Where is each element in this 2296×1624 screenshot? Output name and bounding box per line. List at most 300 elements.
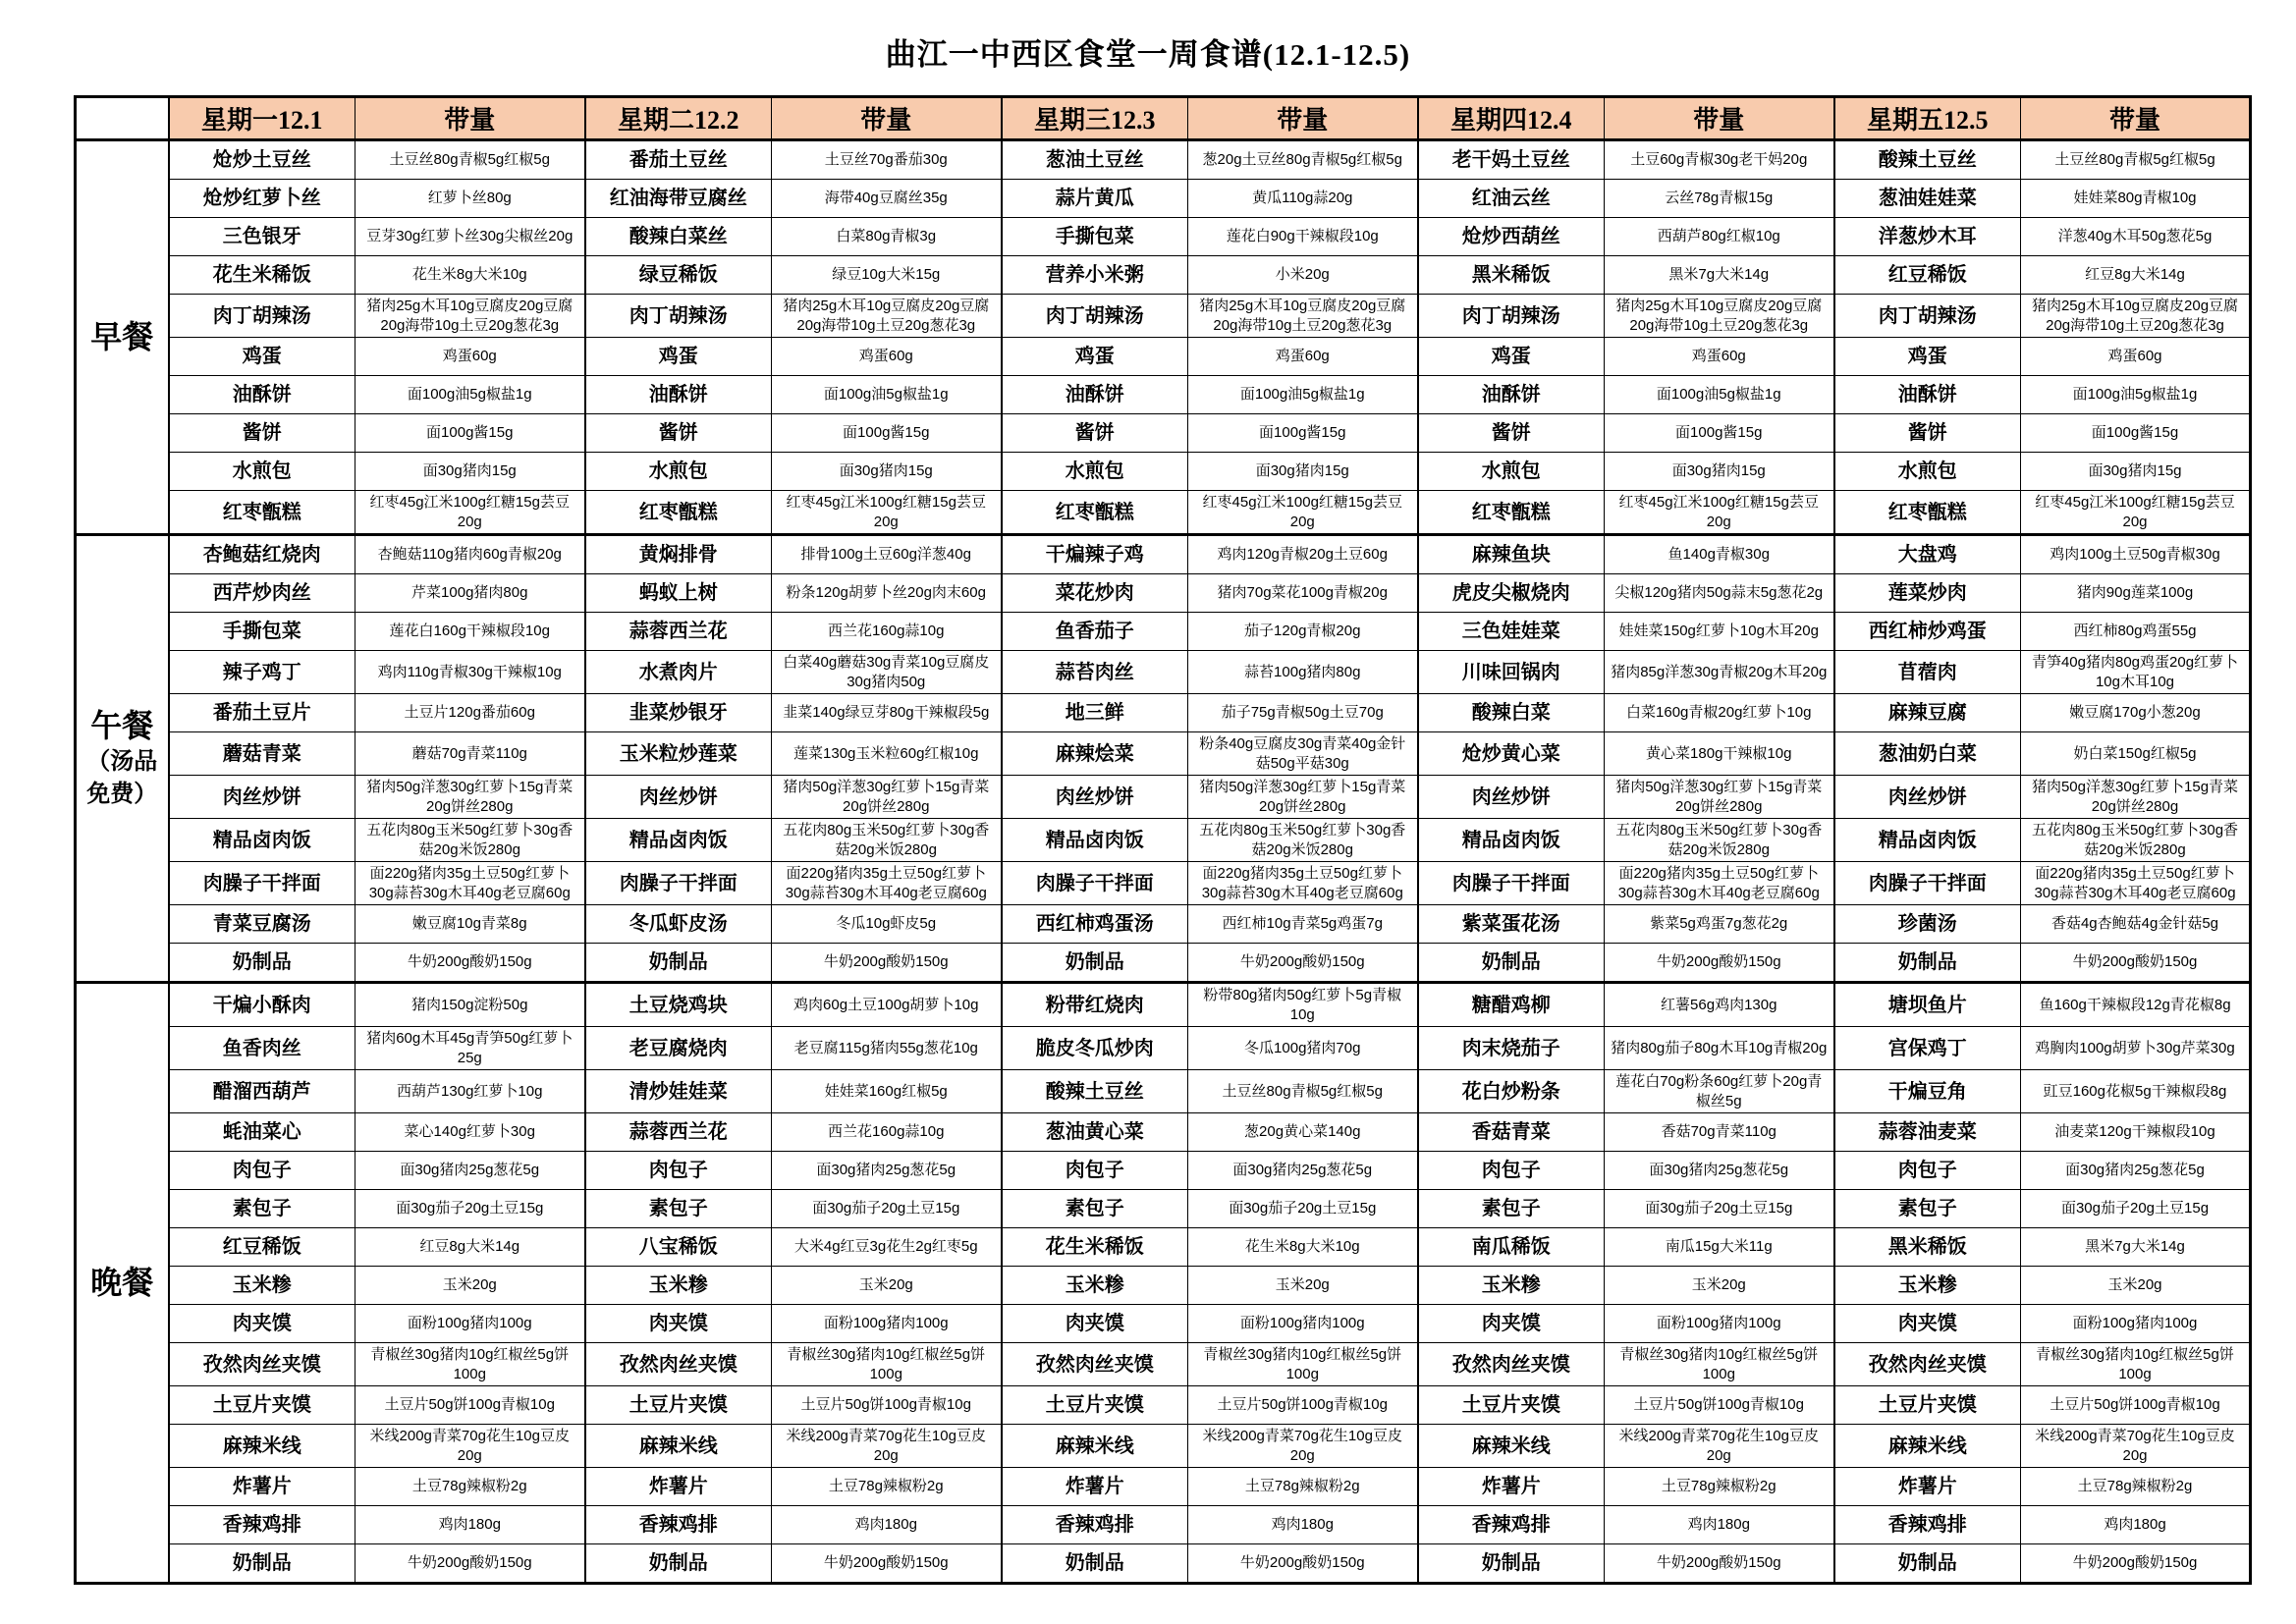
dish-cell: 脆皮冬瓜炒肉 xyxy=(1002,1027,1188,1070)
qty-cell: 面100g油5g椒盐1g xyxy=(2021,376,2251,414)
qty-cell: 鸡肉110g青椒30g干辣椒10g xyxy=(355,651,585,694)
dish-cell: 土豆片夹馍 xyxy=(1002,1386,1188,1425)
dish-cell: 炸薯片 xyxy=(169,1468,355,1506)
qty-cell: 土豆片50g饼100g青椒10g xyxy=(1605,1386,1834,1425)
qty-cell: 西红柿80g鸡蛋55g xyxy=(2021,613,2251,651)
qty-cell: 白菜40g蘑菇30g青菜10g豆腐皮30g猪肉50g xyxy=(772,651,1002,694)
dish-cell: 奶制品 xyxy=(1002,1544,1188,1584)
qty-cell: 南瓜15g大米11g xyxy=(1605,1228,1834,1267)
section-label-note: （汤品 xyxy=(86,748,158,776)
qty-cell: 黑米7g大米14g xyxy=(1605,256,1834,295)
dish-cell: 素包子 xyxy=(1834,1190,2021,1228)
dish-cell: 酸辣白菜丝 xyxy=(585,218,772,256)
menu-row xyxy=(76,535,2251,574)
menu-table-body xyxy=(76,97,2251,1584)
qty-cell: 豆芽30g红萝卜丝30g尖椒丝20g xyxy=(355,218,585,256)
section-label-2: 晚餐 xyxy=(76,983,169,1584)
section-label-0: 早餐 xyxy=(76,140,169,535)
dish-cell: 麻辣米线 xyxy=(1834,1425,2021,1468)
dish-cell: 肉丁胡辣汤 xyxy=(1834,295,2021,338)
qty-cell: 猪肉50g洋葱30g红萝卜15g青菜20g饼丝280g xyxy=(355,776,585,819)
qty-cell: 猪肉90g莲菜100g xyxy=(2021,574,2251,613)
qty-cell: 面30g猪肉15g xyxy=(2021,453,2251,491)
menu-row xyxy=(76,1070,2251,1113)
dish-cell: 玉米糁 xyxy=(1002,1267,1188,1305)
qty-cell: 鸡肉60g土豆100g胡萝卜10g xyxy=(772,983,1002,1027)
dish-cell: 绿豆稀饭 xyxy=(585,256,772,295)
dish-cell: 黑米稀饭 xyxy=(1418,256,1605,295)
qty-cell: 土豆78g辣椒粉2g xyxy=(772,1468,1002,1506)
dish-cell: 川味回锅肉 xyxy=(1418,651,1605,694)
dish-cell: 水煎包 xyxy=(585,453,772,491)
dish-cell: 酱饼 xyxy=(1418,414,1605,453)
dish-cell: 奶制品 xyxy=(585,944,772,983)
qty-cell: 茄子120g青椒20g xyxy=(1188,613,1418,651)
qty-cell: 土豆丝80g青椒5g红椒5g xyxy=(1188,1070,1418,1113)
dish-cell: 精品卤肉饭 xyxy=(1834,819,2021,862)
dish-cell: 肉夹馍 xyxy=(585,1305,772,1343)
dish-cell: 肉夹馍 xyxy=(169,1305,355,1343)
qty-cell: 白菜80g青椒3g xyxy=(772,218,1002,256)
dish-cell: 炝炒土豆丝 xyxy=(169,140,355,180)
dish-cell: 肉丝炒饼 xyxy=(585,776,772,819)
qty-cell: 蒜苔100g猪肉80g xyxy=(1188,651,1418,694)
qty-cell: 鱼160g干辣椒段12g青花椒8g xyxy=(2021,983,2251,1027)
qty-cell: 面粉100g猪肉100g xyxy=(1188,1305,1418,1343)
qty-cell: 红枣45g江米100g红糖15g芸豆20g xyxy=(1188,491,1418,535)
qty-cell: 青椒丝30g猪肉10g红椒丝5g饼100g xyxy=(2021,1343,2251,1386)
qty-cell: 面粉100g猪肉100g xyxy=(355,1305,585,1343)
qty-cell: 五花肉80g玉米50g红萝卜30g香菇20g米饭280g xyxy=(2021,819,2251,862)
qty-header-4: 带量 xyxy=(1605,97,1834,140)
qty-cell: 猪肉25g木耳10g豆腐皮20g豆腐20g海带10g土豆20g葱花3g xyxy=(772,295,1002,338)
dish-cell: 韭菜炒银牙 xyxy=(585,694,772,732)
qty-cell: 面100g油5g椒盐1g xyxy=(1188,376,1418,414)
dish-cell: 西芹炒肉丝 xyxy=(169,574,355,613)
qty-cell: 面30g猪肉25g葱花5g xyxy=(1605,1152,1834,1190)
dish-cell: 肉包子 xyxy=(1834,1152,2021,1190)
dish-cell: 手撕包菜 xyxy=(169,613,355,651)
dish-cell: 花白炒粉条 xyxy=(1418,1070,1605,1113)
qty-cell: 猪肉25g木耳10g豆腐皮20g豆腐20g海带10g土豆20g葱花3g xyxy=(1188,295,1418,338)
dish-cell: 肉包子 xyxy=(1002,1152,1188,1190)
qty-header-2: 带量 xyxy=(772,97,1002,140)
qty-cell: 娃娃菜160g红椒5g xyxy=(772,1070,1002,1113)
menu-row xyxy=(76,819,2251,862)
dish-cell: 鱼香肉丝 xyxy=(169,1027,355,1070)
menu-table xyxy=(74,95,2252,1585)
menu-row xyxy=(76,338,2251,376)
dish-cell: 南瓜稀饭 xyxy=(1418,1228,1605,1267)
qty-cell: 面30g茄子20g土豆15g xyxy=(1188,1190,1418,1228)
menu-row xyxy=(76,574,2251,613)
qty-cell: 猪肉150g淀粉50g xyxy=(355,983,585,1027)
qty-cell: 鸡肉180g xyxy=(2021,1506,2251,1544)
qty-cell: 西兰花160g蒜10g xyxy=(772,1113,1002,1152)
dish-cell: 酸辣白菜 xyxy=(1418,694,1605,732)
dish-cell: 鸡蛋 xyxy=(1002,338,1188,376)
dish-cell: 葱油娃娃菜 xyxy=(1834,180,2021,218)
dish-cell: 水煎包 xyxy=(1418,453,1605,491)
dish-cell: 精品卤肉饭 xyxy=(1418,819,1605,862)
qty-cell: 青椒丝30g猪肉10g红椒丝5g饼100g xyxy=(355,1343,585,1386)
qty-cell: 土豆片50g饼100g青椒10g xyxy=(772,1386,1002,1425)
menu-row xyxy=(76,1152,2251,1190)
qty-cell: 冬瓜10g虾皮5g xyxy=(772,905,1002,944)
dish-cell: 麻辣鱼块 xyxy=(1418,535,1605,574)
dish-cell: 水煮肉片 xyxy=(585,651,772,694)
dish-cell: 蒜蓉西兰花 xyxy=(585,1113,772,1152)
day-header-2: 星期二12.2 xyxy=(585,97,772,140)
qty-cell: 莲花白160g干辣椒段10g xyxy=(355,613,585,651)
menu-row xyxy=(76,905,2251,944)
qty-cell: 红豆8g大米14g xyxy=(355,1228,585,1267)
qty-cell: 面100g酱15g xyxy=(2021,414,2251,453)
day-header-3: 星期三12.3 xyxy=(1002,97,1188,140)
qty-cell: 红薯56g鸡肉130g xyxy=(1605,983,1834,1027)
qty-cell: 青笋40g猪肉80g鸡蛋20g红萝卜10g木耳10g xyxy=(2021,651,2251,694)
dish-cell: 香辣鸡排 xyxy=(1418,1506,1605,1544)
qty-cell: 玉米20g xyxy=(1605,1267,1834,1305)
dish-cell: 紫菜蛋花汤 xyxy=(1418,905,1605,944)
qty-cell: 面100g油5g椒盐1g xyxy=(1605,376,1834,414)
dish-cell: 玉米糁 xyxy=(1418,1267,1605,1305)
dish-cell: 香菇青菜 xyxy=(1418,1113,1605,1152)
dish-cell: 红枣甑糕 xyxy=(1418,491,1605,535)
dish-cell: 炝炒红萝卜丝 xyxy=(169,180,355,218)
dish-cell: 香辣鸡排 xyxy=(585,1506,772,1544)
dish-cell: 玉米糁 xyxy=(1834,1267,2021,1305)
dish-cell: 肉丁胡辣汤 xyxy=(1418,295,1605,338)
qty-cell: 玉米20g xyxy=(2021,1267,2251,1305)
dish-cell: 肉夹馍 xyxy=(1002,1305,1188,1343)
qty-cell: 尖椒120g猪肉50g蒜末5g葱花2g xyxy=(1605,574,1834,613)
qty-cell: 猪肉50g洋葱30g红萝卜15g青菜20g饼丝280g xyxy=(772,776,1002,819)
qty-cell: 鸡肉180g xyxy=(772,1506,1002,1544)
dish-cell: 鸡蛋 xyxy=(585,338,772,376)
qty-cell: 牛奶200g酸奶150g xyxy=(1188,1544,1418,1584)
dish-cell: 酱饼 xyxy=(1834,414,2021,453)
dish-cell: 肉丁胡辣汤 xyxy=(169,295,355,338)
dish-cell: 老豆腐烧肉 xyxy=(585,1027,772,1070)
menu-row xyxy=(76,414,2251,453)
menu-row xyxy=(76,453,2251,491)
qty-cell: 鸡蛋60g xyxy=(1188,338,1418,376)
qty-cell: 西红柿10g青菜5g鸡蛋7g xyxy=(1188,905,1418,944)
dish-cell: 水煎包 xyxy=(1834,453,2021,491)
dish-cell: 炝炒黄心菜 xyxy=(1418,732,1605,776)
qty-cell: 土豆78g辣椒粉2g xyxy=(2021,1468,2251,1506)
qty-cell: 西兰花160g蒜10g xyxy=(772,613,1002,651)
menu-row xyxy=(76,613,2251,651)
qty-cell: 排骨100g土豆60g洋葱40g xyxy=(772,535,1002,574)
qty-cell: 土豆60g青椒30g老干妈20g xyxy=(1605,140,1834,180)
dish-cell: 肉丝炒饼 xyxy=(1834,776,2021,819)
dish-cell: 三色娃娃菜 xyxy=(1418,613,1605,651)
menu-row xyxy=(76,256,2251,295)
qty-cell: 粉条120g胡萝卜丝20g肉末60g xyxy=(772,574,1002,613)
qty-cell: 玉米20g xyxy=(1188,1267,1418,1305)
dish-cell: 肉臊子干拌面 xyxy=(1002,862,1188,905)
qty-cell: 青椒丝30g猪肉10g红椒丝5g饼100g xyxy=(1605,1343,1834,1386)
qty-cell: 莲菜130g玉米粒60g红椒10g xyxy=(772,732,1002,776)
menu-row xyxy=(76,694,2251,732)
qty-cell: 黑米7g大米14g xyxy=(2021,1228,2251,1267)
dish-cell: 素包子 xyxy=(585,1190,772,1228)
qty-cell: 红枣45g江米100g红糖15g芸豆20g xyxy=(355,491,585,535)
qty-cell: 老豆腐115g猪肉55g葱花10g xyxy=(772,1027,1002,1070)
dish-cell: 香辣鸡排 xyxy=(1002,1506,1188,1544)
qty-cell: 鸡胸肉100g胡萝卜30g芹菜30g xyxy=(2021,1027,2251,1070)
qty-cell: 鸡蛋60g xyxy=(2021,338,2251,376)
dish-cell: 珍菌汤 xyxy=(1834,905,2021,944)
qty-cell: 面30g茄子20g土豆15g xyxy=(1605,1190,1834,1228)
dish-cell: 三色银牙 xyxy=(169,218,355,256)
dish-cell: 地三鲜 xyxy=(1002,694,1188,732)
qty-cell: 嫩豆腐170g小葱20g xyxy=(2021,694,2251,732)
dish-cell: 麻辣烩菜 xyxy=(1002,732,1188,776)
menu-row xyxy=(76,651,2251,694)
qty-cell: 鸡肉180g xyxy=(1605,1506,1834,1544)
qty-cell: 鸡蛋60g xyxy=(355,338,585,376)
dish-cell: 土豆片夹馍 xyxy=(1418,1386,1605,1425)
dish-cell: 土豆片夹馍 xyxy=(169,1386,355,1425)
dish-cell: 土豆烧鸡块 xyxy=(585,983,772,1027)
menu-row xyxy=(76,1343,2251,1386)
dish-cell: 杏鲍菇红烧肉 xyxy=(169,535,355,574)
dish-cell: 肉包子 xyxy=(1418,1152,1605,1190)
dish-cell: 西红柿鸡蛋汤 xyxy=(1002,905,1188,944)
dish-cell: 奶制品 xyxy=(169,944,355,983)
qty-cell: 葱20g黄心菜140g xyxy=(1188,1113,1418,1152)
menu-row xyxy=(76,944,2251,983)
qty-cell: 海带40g豆腐丝35g xyxy=(772,180,1002,218)
qty-cell: 面100g酱15g xyxy=(355,414,585,453)
qty-cell: 土豆片120g番茄60g xyxy=(355,694,585,732)
dish-cell: 洋葱炒木耳 xyxy=(1834,218,2021,256)
day-header-5: 星期五12.5 xyxy=(1834,97,2021,140)
dish-cell: 八宝稀饭 xyxy=(585,1228,772,1267)
dish-cell: 玉米糁 xyxy=(169,1267,355,1305)
qty-cell: 牛奶200g酸奶150g xyxy=(2021,944,2251,983)
qty-cell: 青椒丝30g猪肉10g红椒丝5g饼100g xyxy=(1188,1343,1418,1386)
qty-cell: 面30g猪肉15g xyxy=(355,453,585,491)
qty-cell: 芹菜100g猪肉80g xyxy=(355,574,585,613)
qty-cell: 鸡蛋60g xyxy=(1605,338,1834,376)
qty-cell: 莲花白70g粉条60g红萝卜20g青椒丝5g xyxy=(1605,1070,1834,1113)
dish-cell: 蒜蓉西兰花 xyxy=(585,613,772,651)
dish-cell: 苜蓿肉 xyxy=(1834,651,2021,694)
qty-cell: 香菇4g杏鲍菇4g金针菇5g xyxy=(2021,905,2251,944)
dish-cell: 麻辣豆腐 xyxy=(1834,694,2021,732)
dish-cell: 肉包子 xyxy=(169,1152,355,1190)
qty-cell: 豇豆160g花椒5g干辣椒段8g xyxy=(2021,1070,2251,1113)
menu-row xyxy=(76,1027,2251,1070)
qty-cell: 鸡蛋60g xyxy=(772,338,1002,376)
qty-cell: 杏鲍菇110g猪肉60g青椒20g xyxy=(355,535,585,574)
dish-cell: 干煸辣子鸡 xyxy=(1002,535,1188,574)
dish-cell: 葱油黄心菜 xyxy=(1002,1113,1188,1152)
menu-row xyxy=(76,376,2251,414)
dish-cell: 手撕包菜 xyxy=(1002,218,1188,256)
menu-row xyxy=(76,1190,2251,1228)
qty-cell: 米线200g青菜70g花生10g豆皮20g xyxy=(355,1425,585,1468)
qty-cell: 面220g猪肉35g土豆50g红萝卜30g蒜苔30g木耳40g老豆腐60g xyxy=(1188,862,1418,905)
dish-cell: 炸薯片 xyxy=(585,1468,772,1506)
qty-cell: 面220g猪肉35g土豆50g红萝卜30g蒜苔30g木耳40g老豆腐60g xyxy=(2021,862,2251,905)
dish-cell: 莲菜炒肉 xyxy=(1834,574,2021,613)
dish-cell: 麻辣米线 xyxy=(169,1425,355,1468)
qty-cell: 葱20g土豆丝80g青椒5g红椒5g xyxy=(1188,140,1418,180)
dish-cell: 干煸豆角 xyxy=(1834,1070,2021,1113)
qty-cell: 猪肉80g茄子80g木耳10g青椒20g xyxy=(1605,1027,1834,1070)
dish-cell: 肉包子 xyxy=(585,1152,772,1190)
dish-cell: 红枣甑糕 xyxy=(169,491,355,535)
dish-cell: 肉丁胡辣汤 xyxy=(1002,295,1188,338)
qty-cell: 猪肉25g木耳10g豆腐皮20g豆腐20g海带10g土豆20g葱花3g xyxy=(1605,295,1834,338)
qty-cell: 牛奶200g酸奶150g xyxy=(772,944,1002,983)
dish-cell: 精品卤肉饭 xyxy=(585,819,772,862)
qty-header-1: 带量 xyxy=(355,97,585,140)
dish-cell: 孜然肉丝夹馍 xyxy=(1418,1343,1605,1386)
dish-cell: 蚝油菜心 xyxy=(169,1113,355,1152)
dish-cell: 炸薯片 xyxy=(1834,1468,2021,1506)
qty-cell: 娃娃菜80g青椒10g xyxy=(2021,180,2251,218)
dish-cell: 素包子 xyxy=(169,1190,355,1228)
qty-cell: 红萝卜丝80g xyxy=(355,180,585,218)
dish-cell: 清炒娃娃菜 xyxy=(585,1070,772,1113)
dish-cell: 鱼香茄子 xyxy=(1002,613,1188,651)
dish-cell: 鸡蛋 xyxy=(1418,338,1605,376)
qty-cell: 粉带80g猪肉50g红萝卜5g青椒10g xyxy=(1188,983,1418,1027)
qty-cell: 面粉100g猪肉100g xyxy=(772,1305,1002,1343)
qty-cell: 面30g茄子20g土豆15g xyxy=(772,1190,1002,1228)
qty-cell: 大米4g红豆3g花生2g红枣5g xyxy=(772,1228,1002,1267)
qty-cell: 土豆丝80g青椒5g红椒5g xyxy=(355,140,585,180)
dish-cell: 糖醋鸡柳 xyxy=(1418,983,1605,1027)
menu-row xyxy=(76,140,2251,180)
qty-cell: 洋葱40g木耳50g葱花5g xyxy=(2021,218,2251,256)
qty-cell: 面30g猪肉15g xyxy=(772,453,1002,491)
dish-cell: 水煎包 xyxy=(169,453,355,491)
dish-cell: 精品卤肉饭 xyxy=(169,819,355,862)
dish-cell: 酱饼 xyxy=(585,414,772,453)
qty-cell: 青椒丝30g猪肉10g红椒丝5g饼100g xyxy=(772,1343,1002,1386)
qty-cell: 面30g猪肉15g xyxy=(1605,453,1834,491)
qty-cell: 花生米8g大米10g xyxy=(1188,1228,1418,1267)
corner-cell xyxy=(76,97,169,140)
dish-cell: 奶制品 xyxy=(1834,1544,2021,1584)
qty-cell: 牛奶200g酸奶150g xyxy=(355,944,585,983)
qty-cell: 米线200g青菜70g花生10g豆皮20g xyxy=(1605,1425,1834,1468)
qty-cell: 土豆丝70g番茄30g xyxy=(772,140,1002,180)
qty-cell: 面220g猪肉35g土豆50g红萝卜30g蒜苔30g木耳40g老豆腐60g xyxy=(355,862,585,905)
dish-cell: 肉丝炒饼 xyxy=(169,776,355,819)
qty-cell: 猪肉25g木耳10g豆腐皮20g豆腐20g海带10g土豆20g葱花3g xyxy=(2021,295,2251,338)
dish-cell: 土豆片夹馍 xyxy=(1834,1386,2021,1425)
dish-cell: 红枣甑糕 xyxy=(1834,491,2021,535)
dish-cell: 肉丝炒饼 xyxy=(1002,776,1188,819)
dish-cell: 炸薯片 xyxy=(1002,1468,1188,1506)
dish-cell: 蒜苔肉丝 xyxy=(1002,651,1188,694)
dish-cell: 孜然肉丝夹馍 xyxy=(1002,1343,1188,1386)
dish-cell: 精品卤肉饭 xyxy=(1002,819,1188,862)
qty-cell: 面30g猪肉25g葱花5g xyxy=(2021,1152,2251,1190)
menu-row xyxy=(76,776,2251,819)
dish-cell: 玉米糁 xyxy=(585,1267,772,1305)
qty-cell: 小米20g xyxy=(1188,256,1418,295)
dish-cell: 肉夹馍 xyxy=(1834,1305,2021,1343)
menu-row xyxy=(76,862,2251,905)
qty-cell: 红豆8g大米14g xyxy=(2021,256,2251,295)
day-header-1: 星期一12.1 xyxy=(169,97,355,140)
section-label-1: 午餐 （汤品 免费） xyxy=(76,535,169,983)
dish-cell: 奶制品 xyxy=(1834,944,2021,983)
dish-cell: 肉臊子干拌面 xyxy=(1418,862,1605,905)
qty-cell: 米线200g青菜70g花生10g豆皮20g xyxy=(1188,1425,1418,1468)
dish-cell: 辣子鸡丁 xyxy=(169,651,355,694)
qty-cell: 西葫芦130g红萝卜10g xyxy=(355,1070,585,1113)
menu-row xyxy=(76,732,2251,776)
qty-cell: 面30g茄子20g土豆15g xyxy=(355,1190,585,1228)
qty-cell: 红枣45g江米100g红糖15g芸豆20g xyxy=(772,491,1002,535)
dish-cell: 麻辣米线 xyxy=(585,1425,772,1468)
dish-cell: 香辣鸡排 xyxy=(1834,1506,2021,1544)
dish-cell: 粉带红烧肉 xyxy=(1002,983,1188,1027)
page-title: 曲江一中西区食堂一周食谱(12.1-12.5) xyxy=(885,37,1411,72)
qty-cell: 面220g猪肉35g土豆50g红萝卜30g蒜苔30g木耳40g老豆腐60g xyxy=(1605,862,1834,905)
dish-cell: 蒜片黄瓜 xyxy=(1002,180,1188,218)
qty-cell: 面100g油5g椒盐1g xyxy=(355,376,585,414)
qty-cell: 五花肉80g玉米50g红萝卜30g香菇20g米饭280g xyxy=(772,819,1002,862)
dish-cell: 油酥饼 xyxy=(1002,376,1188,414)
qty-cell: 鱼140g青椒30g xyxy=(1605,535,1834,574)
dish-cell: 水煎包 xyxy=(1002,453,1188,491)
qty-cell: 蘑菇70g青菜110g xyxy=(355,732,585,776)
qty-cell: 猪肉70g菜花100g青椒20g xyxy=(1188,574,1418,613)
qty-cell: 牛奶200g酸奶150g xyxy=(1188,944,1418,983)
section-label-note: 免费） xyxy=(86,780,158,807)
qty-cell: 猪肉60g木耳45g青笋50g红萝卜25g xyxy=(355,1027,585,1070)
dish-cell: 番茄土豆片 xyxy=(169,694,355,732)
dish-cell: 黑米稀饭 xyxy=(1834,1228,2021,1267)
qty-cell: 香菇70g青菜110g xyxy=(1605,1113,1834,1152)
qty-cell: 猪肉50g洋葱30g红萝卜15g青菜20g饼丝280g xyxy=(2021,776,2251,819)
qty-cell: 黄心菜180g干辣椒10g xyxy=(1605,732,1834,776)
menu-row xyxy=(76,180,2251,218)
dish-cell: 葱油土豆丝 xyxy=(1002,140,1188,180)
qty-cell: 黄瓜110g蒜20g xyxy=(1188,180,1418,218)
qty-cell: 面30g猪肉15g xyxy=(1188,453,1418,491)
qty-cell: 土豆片50g饼100g青椒10g xyxy=(355,1386,585,1425)
dish-cell: 红豆稀饭 xyxy=(169,1228,355,1267)
dish-cell: 孜然肉丝夹馍 xyxy=(169,1343,355,1386)
qty-cell: 土豆78g辣椒粉2g xyxy=(1605,1468,1834,1506)
qty-cell: 牛奶200g酸奶150g xyxy=(1605,1544,1834,1584)
qty-cell: 莲花白90g干辣椒段10g xyxy=(1188,218,1418,256)
dish-cell: 奶制品 xyxy=(169,1544,355,1584)
qty-cell: 云丝78g青椒15g xyxy=(1605,180,1834,218)
menu-row xyxy=(76,1267,2251,1305)
dish-cell: 营养小米粥 xyxy=(1002,256,1188,295)
dish-cell: 肉臊子干拌面 xyxy=(169,862,355,905)
qty-cell: 土豆丝80g青椒5g红椒5g xyxy=(2021,140,2251,180)
qty-cell: 韭菜140g绿豆芽80g干辣椒段5g xyxy=(772,694,1002,732)
menu-row xyxy=(76,1425,2251,1468)
dish-cell: 油酥饼 xyxy=(169,376,355,414)
dish-cell: 鸡蛋 xyxy=(1834,338,2021,376)
dish-cell: 炸薯片 xyxy=(1418,1468,1605,1506)
